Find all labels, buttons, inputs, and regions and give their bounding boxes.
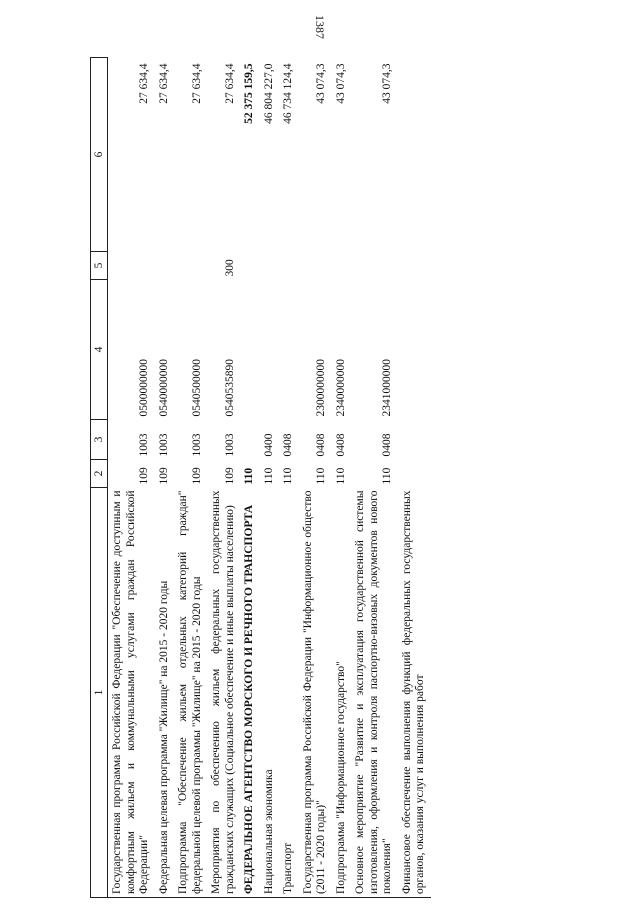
table-row: [207, 58, 240, 898]
row-code-4: 0540535890: [223, 359, 236, 417]
column-header: 4: [91, 280, 108, 420]
row-name: Федеральная целевая программа "Жилище" на 2015 - 2020 годы: [155, 488, 175, 898]
row-code-2: [398, 460, 431, 488]
row-code-4: 2300000000: [315, 359, 327, 417]
row-code-4: 2340000000: [334, 359, 347, 417]
row-code-5: [299, 252, 332, 280]
row-code-2: 110: [334, 467, 347, 485]
table-row: [155, 58, 175, 898]
table-row: [398, 58, 431, 898]
row-code-2: 109: [138, 467, 150, 485]
row-code-4: 0540000000: [157, 359, 170, 417]
row-code-2: 109: [157, 467, 170, 485]
row-amount: 27 634,4: [190, 63, 203, 104]
row-code-4: 2341000000: [381, 359, 393, 417]
row-name: Финансовое обеспечение выполнения функций федеральных государственных органов, оказания услуг и выполнения работ: [398, 488, 431, 898]
row-amount: 27 634,4: [157, 63, 170, 104]
row-code-3: 0408: [334, 433, 347, 457]
row-code-4: 0500000000: [138, 359, 150, 417]
row-amount: 52 375 159,5: [243, 63, 255, 124]
row-code-3: 0408: [381, 433, 393, 457]
row-amount: 43 074,3: [334, 63, 347, 104]
budget-table: [90, 57, 431, 898]
row-code-2: 110: [315, 467, 327, 485]
row-code-2: 110: [243, 467, 255, 485]
column-header: 3: [91, 420, 108, 460]
row-code-3: 1003: [223, 433, 236, 457]
row-name: Национальная экономика: [260, 488, 280, 898]
table-row: [174, 58, 207, 898]
row-code-2: 109: [190, 467, 203, 485]
row-code-3: 0400: [262, 433, 275, 457]
header-row: [91, 58, 108, 898]
row-code-5: [398, 252, 431, 280]
row-code-5: [260, 252, 280, 280]
row-name: Подпрограмма "Обеспечение жильем отдельных категорий граждан" федеральной целевой программы "Жилище" на 2015 - 2020 годы: [174, 488, 207, 898]
row-name: Государственная программа Российской Федерации "Обеспечение доступным и комфортным жильем и коммунальными услугами граждан Российской Федерации": [108, 488, 155, 898]
table-body: [108, 58, 431, 898]
table-row: [332, 58, 352, 898]
row-code-3: 1003: [190, 433, 203, 457]
row-amount: 46 804 227,0: [262, 63, 275, 124]
row-code-2: 110: [282, 467, 294, 485]
row-amount: 27 634,4: [138, 63, 150, 104]
row-code-3: 1003: [157, 433, 170, 457]
table-row: [351, 58, 398, 898]
row-amount: 43 074,3: [381, 63, 393, 104]
row-code-4: [240, 280, 260, 420]
row-code-2: 110: [262, 467, 275, 485]
row-code-5: [351, 252, 398, 280]
table-row: [299, 58, 332, 898]
row-code-3: 1003: [138, 433, 150, 457]
rotated-table-container: [90, 58, 635, 898]
table-row: [240, 58, 260, 898]
row-name: Основное мероприятие "Развитие и эксплуатация государственной системы изготовления, оформления и контроля паспортно-визовых документов нового поколения": [351, 488, 398, 898]
row-name: Подпрограмма "Информационное государство": [332, 488, 352, 898]
row-code-3: [398, 420, 431, 460]
row-code-3: 0408: [282, 433, 294, 457]
column-header: 6: [91, 58, 108, 252]
column-header: 5: [91, 252, 108, 280]
row-code-5: [174, 252, 207, 280]
page-number: 1387: [313, 15, 327, 39]
row-name: Мероприятия по обеспечению жильем федеральных государственных гражданских служащих (Социальное обеспечение и иные выплаты населению): [207, 488, 240, 898]
table-row: [260, 58, 280, 898]
row-code-5: 300: [223, 259, 236, 277]
row-code-4: [279, 280, 299, 420]
table-row: [279, 58, 299, 898]
row-code-5: [279, 252, 299, 280]
row-code-2: 109: [223, 467, 236, 485]
row-code-4: [260, 280, 280, 420]
column-header: 1: [91, 488, 108, 898]
column-header: 2: [91, 460, 108, 488]
row-code-4: [398, 280, 431, 420]
row-code-5: [108, 252, 155, 280]
row-code-5: [332, 252, 352, 280]
row-amount: 27 634,4: [223, 63, 236, 104]
row-amount: 46 734 124,4: [282, 63, 294, 124]
row-amount: 43 074,3: [315, 63, 327, 104]
row-name: Государственная программа Российской Федерации "Информационное общество (2011 - 2020 годы)": [299, 488, 332, 898]
row-code-4: 0540500000: [190, 359, 203, 417]
row-amount: [398, 58, 431, 252]
row-code-3: 0408: [315, 433, 327, 457]
row-name: Транспорт: [279, 488, 299, 898]
row-code-5: [240, 252, 260, 280]
row-name: ФЕДЕРАЛЬНОЕ АГЕНТСТВО МОРСКОГО И РЕЧНОГО ТРАНСПОРТА: [240, 488, 260, 898]
row-code-5: [155, 252, 175, 280]
table-row: [108, 58, 155, 898]
row-code-3: [240, 420, 260, 460]
row-code-2: 110: [381, 467, 393, 485]
